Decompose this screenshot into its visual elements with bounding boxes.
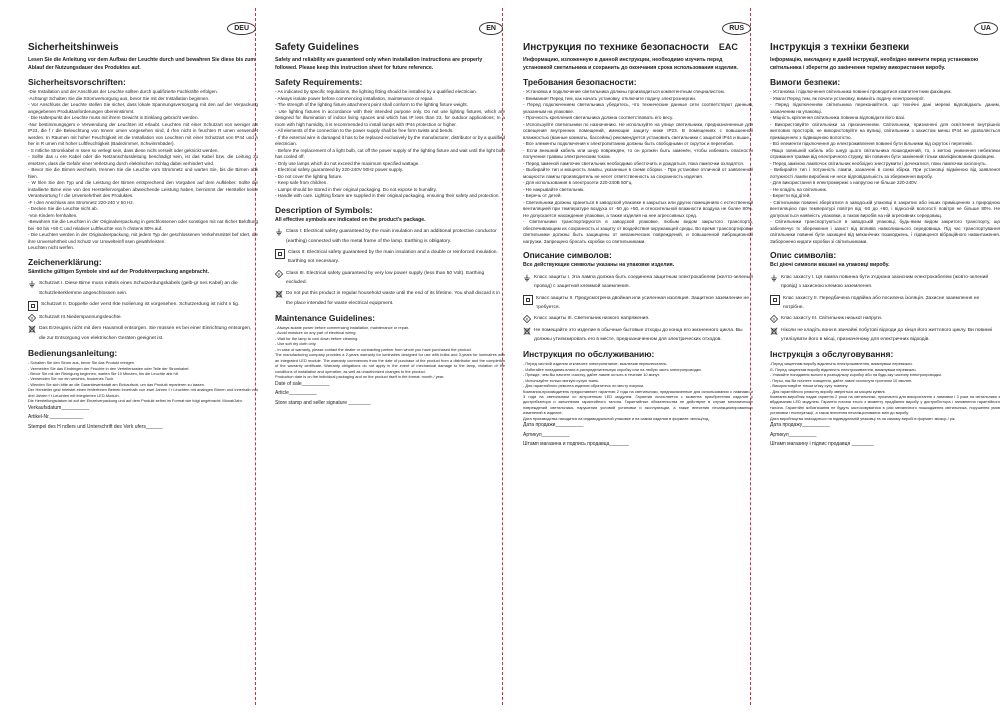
requirements-heading: Safety Requirements: — [275, 77, 363, 88]
symbol-row — [28, 313, 258, 322]
signature-block — [28, 404, 258, 433]
signature-line: Verkaufsdatum__________ — [28, 404, 90, 411]
symbols-heading: Описание символов: — [523, 250, 612, 261]
list-item: -Nur bestimmungsgem e Verwendung der Leuchten ist erlaubt. Leuchten mit einer Schutzart von weniger als IP23, die f r die Beleuchtung von Innenr umen vorgesehen sind, d rfen nicht in feuchten R umen verwendet werden. In Räumen mit hoher Feuchtigkeit ist die Installation von Leuchten mit einer Schutzart von IP44 und h her in R umen mit hoher Luftfeuchtigkeit (Badezimmer, Schwimmbäder). — [28, 121, 258, 147]
intro-text: Safety and reliability are guaranteed only when installation instructions are properly followed. Please keep this instruction sheet for future reference. — [275, 57, 483, 71]
symbol-text: Class III. Electrical safety guaranteed by very low power supply (less than 50 Volt). Earthing excluded. — [286, 270, 485, 285]
list-item: - Vermeiden Sie das Eindringen der Feuchte in den Verteilerkasten oder Teile der Stromkabel. — [28, 365, 190, 371]
list-item: - Светильники транспортируются в заводской упаковке, любым видом закрытого транспорта, обеспечивающим их сохранность и защиту от воздействия окружающей среды. Во время транспортировки светильники должны быть защищены от механических повреждений, и повышенной вибрационной нагрузки. Запрещено бросать коробки со светильниками. — [523, 219, 753, 244]
list-item: - Для гарантійного ремонту виробу зверніться за місцем купівлі. — [770, 388, 886, 394]
list-item: - The strength of the lighting fixture attachment point shall conform to the lighting fixture weight. — [275, 102, 468, 108]
list-item: Компанія-виробник надає гарантію 2 роки на світильники, призначені для використання з лампами і 3 роки на світильники з вбудованим LED модулем. Гарантія почина ється з моменту придбання виробу у дистриб'ютора і заповнення гарантійного талона. Гарантійні зобов'язання не будуть застосовуватися в разі механічного пошкодження світильника, порушення умов установки і експлуатації, а також внесення несанкціонованих змін до виробу. — [770, 393, 1000, 416]
maintenance-heading: Інструкція з обслуговування: — [770, 349, 894, 360]
class-three-icon — [523, 315, 531, 323]
requirements-heading: Требования безопасности: — [523, 77, 637, 88]
list-item: - Установка і підключення світильника повинні проводитися компетентним фахівцем. — [770, 89, 952, 95]
list-item: Дата виробництва знаходиться на індивідуальній упаковці та на самому виробі в форматі: місяць / рік. — [770, 415, 956, 421]
symbol-text: Schutzart III.Niederspannungsleuchte. — [39, 315, 122, 321]
svg-text:III: III — [525, 317, 529, 322]
list-item: - Для использования в электросети 220-240В 50Гц. — [523, 180, 633, 186]
maintenance-heading: Maintenance Guidelines: — [275, 312, 376, 323]
list-item: - Vor Anschluss der Leuchte stellen Sie sicher, dass lokale Spannungsversorgung mit den auf der Verpackung angegebenen Produktanforderungen übereinstimmt. — [28, 102, 258, 114]
square-class-icon — [275, 249, 285, 259]
symbol-text: Клас захисту I. Ця лампа повинна бути з'єднана захисним електрокабелем (жовто-зелений провід) з захисною клемою заземлення. — [781, 274, 989, 290]
list-item: - Handle with care. Lighting fixture are supplied in their original packaging, ensuring their safety and protection. — [275, 193, 500, 199]
list-item: - Always isolate power before commencing installation, maintenance or repair. — [275, 95, 434, 101]
list-item: - Всі елементи підключення до електроживлення повинні бути вільними від скруток і перегинів. — [770, 141, 973, 147]
svg-text:III: III — [30, 316, 34, 321]
signature-block — [770, 421, 1000, 450]
column-deu — [28, 0, 258, 713]
list-item: Дата производства находится на индивидуальной упаковке и на самом изделии в формате: месяц/год. — [523, 415, 710, 421]
symbol-row — [28, 324, 258, 343]
title-text: Sicherheitshinweis — [28, 42, 119, 53]
list-item: - Перед заменой лампочек светильник необходимо обесточить и дождаться, пока лампочки охладятся. — [523, 160, 744, 166]
signature-line: Артикул__________ — [770, 431, 817, 438]
requirements-heading: Sicherheitsvorschriften: — [28, 77, 126, 88]
section-title — [770, 42, 1000, 53]
requirements-list — [770, 89, 1000, 245]
list-item: Der Hersteller gew hrleistet einen fehlerfreien Betrieb innerhalb von zwei Jahren f r Leuchten mit analogen Birnen und innerhalb von drei Jahren f r Leuchten mit integrierten LED-Moduln. — [28, 387, 258, 398]
list-item: - Установка и подключение светильника должны производиться компетентным специалистом. — [523, 89, 725, 95]
maintenance-list — [523, 361, 753, 421]
symbol-text: Class I: Electrical safety guaranteed by the main insulation and an additional protective conductor (earthing) connected with the metal frame of the lamp. Earthing is obligatory. — [286, 229, 497, 244]
eac-mark: EAC — [718, 42, 738, 52]
list-item: - Уникайте попадання вологи в розподільну коробку або на будь-яку частину електропроводки. — [770, 372, 942, 378]
symbol-row — [770, 294, 1000, 313]
list-item: - Для використання в електромережі з напругою не більше 220-240V. — [770, 180, 918, 186]
signature-line: Штамп магазину і підпис продавця ________ — [770, 441, 874, 448]
title-text: Інструкція з техніки безпеки — [770, 42, 910, 53]
language-badge: DEU — [227, 22, 256, 35]
list-item: Production date is on the individual packaging and on the product itself in the format: month / year. — [275, 374, 445, 380]
list-item: - Перед підключенням світильника переконайтеся, що технічні дані мережі відповідають даним, зазначеним на упаковці. — [770, 102, 1000, 114]
list-item: - Перш, ніж Ви почнете очищення, дайте лампі охолонути протягом 10 хвилин. — [770, 377, 913, 383]
list-item: - Decken Sie die Leuchte nicht ab. — [28, 206, 98, 212]
requirements-heading: Вимоги безпеки: — [770, 77, 841, 88]
list-item: - Используйте светильники по назначению. Не используйте на улице светильники, предназначенные для освещения внутренних помещений, имеющие защиту ниже IP23. В помещениях с повышенной влажностью (ванные комнаты, бассейны) рекомендуется установить светильники с защитой IP44 и выше. — [523, 121, 753, 140]
list-item: - W hlen Sie den Typ und die Leistung der Birnen entsprechend den Vorgaben auf dem Aufkleber. Sollte die installierte Birne eine von den Herstellervorgaben abweichende Leistung haben, bernimmt der Hersteller keine Verantwortung f r die Unversehrtheit des Produktes. — [28, 180, 258, 199]
list-item: - Before the replacement of a light bulb, cut off the power supply of the lighting fixture and wait until the light bulb has cooled off. — [275, 147, 505, 160]
symbols-heading: Zeichenerklärung: — [28, 256, 102, 267]
svg-text:III: III — [772, 317, 776, 322]
list-item: - Wait for the lamp to cool down before cleaning. — [275, 335, 359, 341]
list-item: - Не накрывайте светильник. — [523, 186, 585, 192]
ground-class-icon — [28, 280, 36, 288]
signature-line: Stempel des H ndlers und Unterschrift des Verk ufers______ — [28, 423, 163, 430]
list-item: -Bewahren Sie die Leuchten in der Originalverpackung in geschlossenen oder sonstigen mit nat rlicher Belüftung bei -50 bis +50 C und relativer Luftfeuchte von h chstens 80% auf. — [28, 219, 258, 231]
symbol-row — [523, 294, 753, 313]
list-item: - Використовуйте світильники за призначенням. Світильники, призначені для освітлення внутрішніх житлових просторів, не використовуйте на вулиці, світильники з захистом менш IP44 не дозволяється приміщеннях з підвищеною вологістю. — [770, 121, 1000, 140]
list-item: - Always isolate power before commencing installation, maintenance or repair. — [275, 324, 410, 330]
list-item: - Die Leuchten werden in der Originalverpackung, mit jedem Typ der geschlossenen Verkehrsmittel bef rdert, die ihre Unversehrtheit und Schutz vor Umwelteinfl ssen gewährleisten. — [28, 232, 258, 244]
crossed-bin-icon — [275, 290, 283, 298]
list-item: - Keep safe from children. — [275, 180, 328, 186]
maintenance-list — [275, 325, 505, 380]
symbol-text: Клас захисту III. Світильник низької напруги. — [781, 316, 883, 322]
list-item: -Якщо зовнішній кабель або шнур цього світильника пошкоджений, то, з метою уникнення небезпеки отримання травми від електричного струму, він повинен бути замінений тільки кваліфікованим фахівцем. — [770, 147, 1000, 160]
symbol-text: Ніколи не кладіть вони в звичайні побутові відходи до кінця його життєвого циклу. Ви повинні утилізувати його в місці, призначеному для електричних відходів. — [781, 327, 993, 342]
list-item: - Беречь от детей. — [523, 193, 562, 199]
symbol-row — [523, 326, 753, 345]
symbol-row — [28, 279, 258, 298]
list-item: - Выбирайте тип и мощность лампы, указанные в схеме сборки. - При установке отличной от заявленной мощности лампы производитель не несет ответственность за сохранность изделия. — [523, 167, 753, 179]
list-item: - Міцність кріплення світильника повинна відповідати його вазі. — [770, 115, 906, 121]
list-item: -Von Kindern fernhalten. — [28, 212, 78, 218]
symbol-text: Schutzart I. Diese Birne muss mittels eines Schutzerdungskabels (gelb-gr nes Kabel) an die Schutzleiterklemme angeschlossen sein. — [39, 281, 238, 296]
symbol-row — [523, 314, 753, 323]
symbol-row — [770, 326, 1000, 345]
class-three-icon — [28, 314, 36, 322]
symbol-text: Do not put this product in regular household waste until the end of its lifetime. You shall discard it in the place intended for waste electrical equipment. — [286, 291, 500, 306]
language-badge: EN — [479, 22, 503, 35]
crossed-bin-icon — [28, 325, 36, 333]
maintenance-heading: Bedienungsanleitung: — [28, 348, 118, 359]
symbol-row — [28, 300, 258, 311]
symbol-row — [770, 273, 1000, 292]
section-title — [275, 42, 505, 53]
symbol-row — [275, 269, 505, 288]
list-item: - Use lighting fixtures in accordance with their intended purpose only. Do not use lighting fixtures, which are designed for illumination of indoor living spaces and which has IP less than 23, for outdoor applications; In a room with high humidity, it is recommended to install lamps with IP44 protection or higher. — [275, 108, 505, 127]
signature-block — [523, 421, 753, 450]
square-class-icon — [770, 295, 780, 305]
symbol-row — [275, 289, 505, 308]
title-text: Инструкция по технике безопасности — [523, 42, 709, 53]
list-item: - Внимание! Перед тем, как начать установку, отключите подачу электроэнергии. — [523, 95, 697, 101]
class-three-icon — [770, 315, 778, 323]
list-item: - Увага! Перед тим, як почати установку, вимкніть подачу електроенергії. — [770, 95, 925, 101]
symbols-intro: Всі діючі символи вказані на упаковці виробу. — [770, 262, 890, 269]
symbol-row — [523, 273, 753, 292]
list-item: - Wenden Sie sich bitte an die Garantiewerkstatt am Einkaufsort, um das Produkt reparieren zu lassen. — [28, 381, 206, 387]
list-item: - Use soft dry cloth only. — [275, 341, 317, 347]
list-item: - Для гарантийного ремонта изделия обратитесь по месту покупки. — [523, 383, 645, 389]
list-item: - Перед подключением светильника убедитесь, что технические данные сети соответствуют данным, указанным на упаковке. — [523, 102, 753, 114]
list-item: - Electrical safety guaranteed by 220-240V 50Hz power supply. — [275, 167, 404, 173]
requirements-list — [275, 89, 505, 200]
symbol-text: Класс защиты II. Предусмотрена двойная или усиленная изоляция. Защитное заземление не требуется. — [536, 295, 749, 310]
signature-line: Date of sale__________ — [275, 380, 330, 387]
list-item: - Only use lamps which do not exceed the maximum specified wattage. — [275, 160, 420, 166]
crossed-bin-icon — [770, 327, 778, 335]
list-item: - As indicated by specific regulations, the lighting fitting should be installed by a qualified electrician. — [275, 89, 477, 95]
symbol-text: Class II: Electrical safety guaranteed by the main insulation and a double or reinforced insulation. Earthing not necessary. — [288, 249, 498, 265]
list-item: - Sollte das u ere Kabel oder die Netzanschlussleitung beschädigt sein, ist das Kabel bzw. die Leitung zu ersetzen, dass die Gefahr einer Verletzung durch elektrischen Schlag dabei verhindert wird. — [28, 154, 258, 166]
list-item: - Если внешний кабель или шнур повреждён, то он должен быть заменён, чтобы избежать опасности получения травмы электрическим током. — [523, 147, 753, 160]
maintenance-list — [28, 360, 258, 404]
list-item: Компания-производитель предоставляет гарантию 2 года на светильники, предназначенные для использования с лампами и 3 года на светильники со встроенным LED модулем. Гарантия исчисляется с момента приобретения изделия у дистрибьютора и заполнения гарантийного талона. Гарантийные обязательства не действуют в случае механических повреждений светильника, нарушения условий установки и эксплуатации, а также внесения несанкционированных изменений в изделие. — [523, 388, 753, 416]
language-badge: UA — [974, 22, 998, 35]
signature-line: Дата продажу__________ — [770, 422, 831, 429]
intro-text: Информацию, изложенную в данной инструкции, необходимо изучить перед установкой светильника и сохранить до окончания срока использования изделия. — [523, 57, 738, 71]
list-item: - Bevor Sie die Birnen wechseln, trennen Sie die Leuchte vom Stromnetz und warten Sie, bis die Birnen abk hlen. — [28, 167, 258, 179]
maintenance-heading: Инструкция по обслуживанию: — [523, 349, 655, 360]
symbol-row — [275, 248, 505, 267]
symbols-intro: Sämtliche gültigen Symbole sind auf der Produktverpackung angebracht. — [28, 268, 210, 275]
column-ua — [770, 0, 1000, 713]
list-item: - Светильники должны храниться в заводской упаковке в закрытых или других помещениях с естественной вентиляцией при температуре воздуха от -50 до +50, и относительной влажности воздуха не более 80%. Не допускается нахождение упаковки, а также изделия на нее агрессивных сред. — [523, 199, 753, 218]
list-item: - Все элементы подключения к электропитанию должны быть свободными от скруток и перегибов. — [523, 141, 734, 147]
list-item: - Bevor Sie mit der Reinigung beginnen, warten Sie 10 Minuten, bis die Leuchte abk hlt. — [28, 370, 179, 376]
symbol-text: Класс защиты I. Эта лампа должна быть соединена защитным электрокабелем (желто-зеленый провод) с защитной клеммой заземления. — [534, 274, 753, 290]
ground-class-icon — [275, 228, 283, 236]
list-item: -Achtung! Schalten Sie die Stromversorgung aus, bevor Sie mit der Installation beginnen. — [28, 95, 210, 101]
list-item: - In case of warranty, please contact the dealer or contracting partner from whom you have purchased the product. — [275, 346, 472, 352]
signature-line: Дата продажи__________ — [523, 422, 584, 429]
list-item: Die Herstellungsdatum ist auf der Einzelverpackung und auf dem Produkt selbst im Format wie folgt angebracht: Monat/Jahr. — [28, 398, 243, 404]
square-class-icon — [523, 295, 533, 305]
list-item: - Schalten Sie den Strom aus, bevor Sie das Produkt reinigen. — [28, 360, 136, 366]
list-item: - Перед чисткой изделия отключите электропитание, выключив переключатель. — [523, 361, 668, 367]
list-item: - All elements of the connection to the power supply shall be free form twists and bends. — [275, 128, 454, 134]
intro-text: Lesen Sie die Anleitung vor dem Aufbau der Leuchte durch und bewahren Sie diese bis zum Ablauf der Nutzungsdauer des Produktes auf. — [28, 57, 256, 71]
column-en — [275, 0, 505, 713]
language-badge: RUS — [722, 22, 751, 35]
square-class-icon — [28, 301, 38, 311]
signature-line: Артикул__________ — [523, 431, 570, 438]
symbols-heading: Description of Symbols: — [275, 204, 373, 215]
symbols-intro: Все действующие символы указаны на упаковке изделия. — [523, 262, 675, 269]
list-item: - S mtliche Stromkabel m ssen so verlegt sein, dass diese nicht verseilt oder geknickt werden. — [28, 147, 219, 153]
ground-class-icon — [770, 274, 778, 282]
section-title — [28, 42, 258, 53]
maintenance-list — [770, 361, 1000, 421]
ground-class-icon — [523, 274, 531, 282]
crossed-bin-icon — [523, 327, 531, 335]
symbol-text: Клас захисту II. Передбачена подвійна або посилена ізоляція. Захисне заземлення не потрібне. — [783, 295, 980, 310]
symbol-text: Не помещайте это изделие в обычные бытовые отходы до конца его жизненного цикла. Вы должны утилизировать его в месте, предназначенном для электрических отходов. — [534, 327, 743, 342]
list-item: - Избегайте попадания влаги в распределительную коробку или на любую часть электропроводки. — [523, 366, 702, 372]
list-item: -Перед чищенням виробу відключіть електроживлення, вимкнувши перемикач. — [770, 361, 913, 367]
list-item: - If the external wire is damaged it has to be replaced exclusively by the manufacturer, distributor or by a qualified electrician. — [275, 134, 505, 147]
title-text: Safety Guidelines — [275, 42, 359, 53]
signature-line: Article__________ — [275, 390, 317, 397]
requirements-list — [28, 89, 258, 252]
signature-line: Artikel-Nr.____________ — [28, 414, 84, 421]
requirements-list — [523, 89, 753, 245]
column-rus — [523, 0, 753, 713]
list-item: - Verwenden Sie nur ein weiches, trockenes Tuch. — [28, 376, 115, 382]
list-item: - Світильники транспортуються в заводській упаковці, будь-яким видом закритого транспорту, що забезпечує їх збереження і захист від впливів навколишнього середовища. Під час транспортування світильники повинні бути захищені від механічних пошкоджень, і підвищеної вібраційного навантаження. Заборонено кидати коробки зі світильниками. — [770, 219, 1000, 244]
list-item: - Використовуйте тільки м'яку суху тканину. — [770, 383, 849, 389]
symbols-heading: Опис символів: — [770, 250, 837, 261]
list-item: - Используйте только мягкую сухую ткань. — [523, 377, 600, 383]
symbol-text: Das Erzeugnis nicht mit dem Hausmüll entsorgen. Sie müssen es bei einer Einrichtung entsorgen, die zur Entsorgung von elektrischen Geräten geeignet ist. — [39, 326, 252, 341]
list-item: - Avoid moisture on any part of electrical wiring. — [275, 330, 357, 336]
list-item: - Перед заміною лампочок світильник необхідно знеструмити і дочекатися, поки лампочки охолонуть. — [770, 160, 987, 166]
list-item: - Вибирайте тип і потужність лампи, зазначені в схемі збірки. При установці відмінною від заявленої потужності лампи виробник не несе відповідальність за збереження виробу. — [770, 167, 1000, 179]
symbols-intro: All effective symbols are indicated on the product's package. — [275, 216, 426, 223]
intro-text: Інформацію, викладену в даній інструкції, необхідно вивчити перед установкою світильника і зберегти до закінчення терміну використання виробу. — [770, 57, 979, 71]
list-item: - Do not cover the lighting fixture. — [275, 173, 343, 179]
list-item: -Die Installation und der Anschluss der Leuchte sollten durch qualifizierte Fachkräfte erfolgen. — [28, 89, 218, 95]
symbol-row — [275, 227, 505, 246]
list-item: - Світильники повинні зберігатися в заводській упаковці в закритих або інших приміщеннях з природною вентиляцією при температурі повітря від -50 до +60, і відносній вологості повітря не більше 80%. Не допускається наявність упаковки, а також виробів на ній агресивних середовищ. — [770, 199, 1000, 218]
symbol-row — [770, 314, 1000, 323]
list-item: - Берегти від дітей. — [770, 193, 811, 199]
list-item: - Не кладіть на світильник. — [770, 186, 827, 192]
list-item: Leuchten nicht werfen. — [28, 245, 75, 251]
signature-line: Store stamp and seller signature ________ — [275, 399, 371, 406]
symbol-text: Schutzart II. Doppelte oder verst rkte Isolierung ist vorgesehen. Schutzerdung ist nicht n tig. — [41, 302, 240, 308]
list-item: -F r den Anschluss ans Stromnetz 220-240 V 50 Hz. — [28, 199, 134, 205]
list-item: - Прочность крепления светильника должна соответствовать его весу. — [523, 115, 674, 121]
section-title — [523, 42, 753, 53]
signature-line: Штамп магазина и подпись продавца_______ — [523, 441, 629, 448]
svg-text:III: III — [277, 271, 281, 276]
list-item: - Прежде, чем Вы начнете очистку, дайте лампе остыть в течение 10 минут. — [523, 372, 661, 378]
list-item: Є- Перед чищенням виробу відключіть електроживлення, вимкнувши перемикач. — [770, 366, 917, 372]
symbol-text: Класс защиты III. Светильник низкого напряжения. — [534, 316, 650, 322]
list-item: The manufacturing company provides a 2-years warranty for luminaires designed for use with bulbs and 3-years for luminaires with an integrated LED module. The warranty commences from the date of purchase of the product from a distributor and the completion of the warranty certificate. Warranty obligations do not apply in the event of mechanical damage to the lamp, violation of the conditions of installation and operation, as well as unauthorized changes to the product. — [275, 352, 505, 374]
class-three-icon — [275, 270, 283, 278]
list-item: - Die Halterpunkt der Leuchte muss mit ihrem Gewicht in Einklang gebracht werden. — [28, 115, 199, 121]
signature-block — [275, 380, 505, 409]
list-item: - Lamps should be stored in their original packaging. Do not expose to humidity. — [275, 186, 437, 192]
